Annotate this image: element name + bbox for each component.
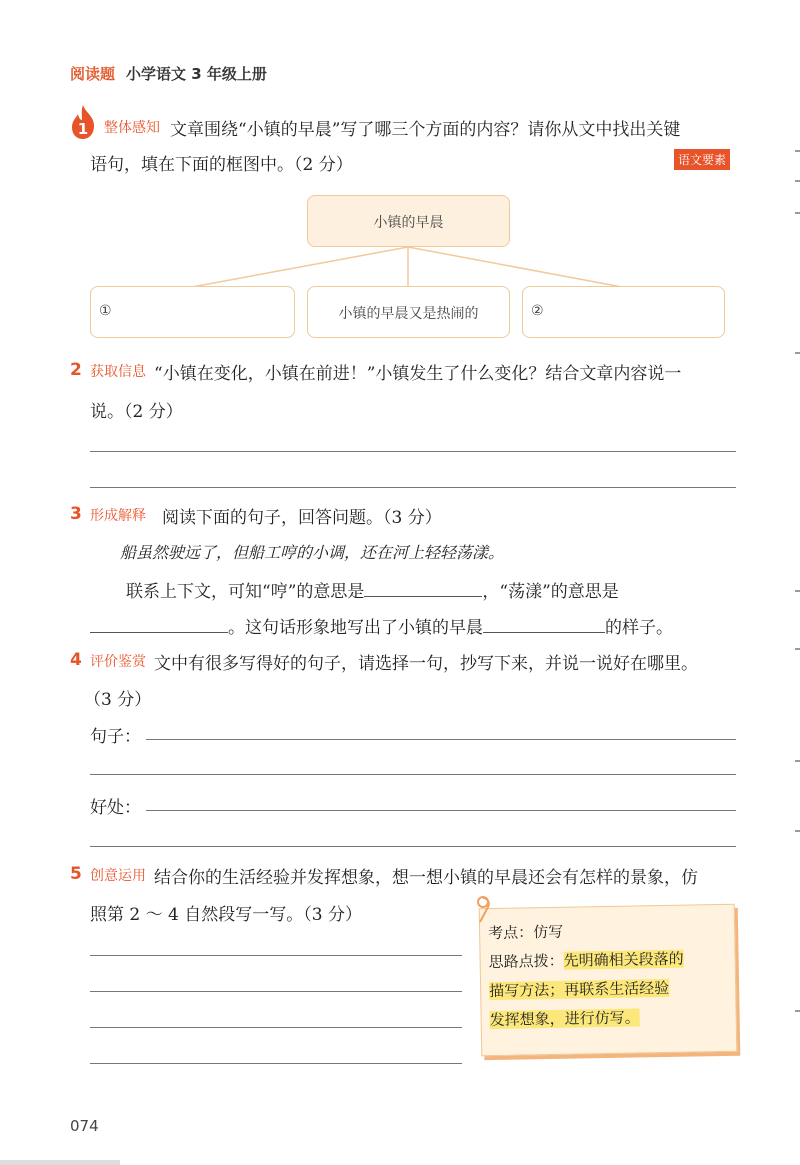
edge-mark bbox=[795, 212, 800, 214]
q3-p1a: 联系上下文，可知“哼”的意思是 bbox=[126, 582, 365, 602]
q2-tag: 获取信息 bbox=[90, 364, 146, 380]
tip-line-4: 发挥想象，进行仿写。 bbox=[489, 1008, 640, 1030]
diagram-top-label: 小镇的早晨 bbox=[373, 215, 444, 231]
q2-number: 2 bbox=[70, 360, 82, 380]
tip-line-1: 考点：仿写 bbox=[488, 922, 564, 943]
answer-line[interactable] bbox=[90, 846, 736, 847]
diagram-left-box[interactable] bbox=[90, 286, 295, 338]
header-category: 阅读题 bbox=[70, 65, 116, 83]
q3-tag: 形成解释 bbox=[90, 508, 146, 524]
q2-line2: 说。（2 分） bbox=[90, 402, 183, 422]
answer-line[interactable] bbox=[90, 991, 462, 992]
sentence-label: 句子： bbox=[90, 727, 141, 747]
page-number: 074 bbox=[70, 1117, 99, 1135]
edge-mark bbox=[795, 1010, 800, 1012]
q5-line1: 结合你的生活经验并发挥想象，想一想小镇的早晨还会有怎样的景象，仿 bbox=[154, 868, 698, 888]
tip-line-2b: 先明确相关段落的 bbox=[563, 949, 684, 970]
edge-mark bbox=[795, 150, 800, 152]
q1-line2: 语句，填在下面的框图中。（2 分） bbox=[90, 155, 353, 175]
tip-line-2 bbox=[488, 945, 684, 977]
q4-number: 4 bbox=[70, 650, 82, 670]
q1-number: 1 bbox=[77, 120, 89, 138]
badge-language-element: 语文要素 bbox=[674, 149, 730, 170]
q3-quote: 船虽然驶远了，但船工哼的小调，还在河上轻轻荡漾。 bbox=[120, 543, 505, 562]
diagram-middle-box bbox=[307, 286, 510, 338]
diagram-right-label: ② bbox=[531, 303, 544, 319]
benefit-label: 好处： bbox=[90, 798, 141, 818]
edge-mark bbox=[795, 180, 800, 182]
edge-mark bbox=[795, 590, 800, 592]
q3-p2b: 的样子。 bbox=[605, 618, 673, 638]
q4-line2: （3 分） bbox=[84, 690, 152, 710]
tip-line-3: 描写方法；再联系生活经验 bbox=[489, 978, 670, 1001]
q5-tag: 创意运用 bbox=[90, 868, 146, 884]
q3-number: 3 bbox=[70, 504, 82, 524]
answer-line[interactable] bbox=[90, 1063, 462, 1064]
blank-dangyang-meaning[interactable] bbox=[90, 632, 228, 633]
answer-line[interactable] bbox=[90, 1027, 462, 1028]
edge-mark bbox=[795, 352, 800, 354]
q1-tag: 整体感知 bbox=[104, 120, 160, 136]
q5-number: 5 bbox=[70, 864, 82, 884]
q5-line2: 照第 2 ～ 4 自然段写一写。（3 分） bbox=[90, 905, 362, 925]
q3-line1: 阅读下面的句子，回答问题。（3 分） bbox=[162, 508, 442, 528]
q3-p1b: ，“荡漾”的意思是 bbox=[482, 582, 619, 602]
edge-mark bbox=[795, 830, 800, 832]
tip-line-2a: 思路点拨： bbox=[488, 951, 564, 972]
diagram-middle-label: 小镇的早晨又是热闹的 bbox=[338, 306, 479, 322]
header-book-title: 小学语文 3 年级上册 bbox=[126, 65, 267, 83]
bottom-edge-shadow bbox=[0, 1160, 120, 1165]
diagram-right-box[interactable] bbox=[522, 286, 725, 338]
answer-line[interactable] bbox=[90, 451, 736, 452]
benefit-answer-line[interactable] bbox=[146, 810, 736, 811]
tip-note bbox=[479, 904, 738, 1056]
blank-heng-meaning[interactable] bbox=[364, 596, 482, 597]
edge-mark bbox=[795, 760, 800, 762]
q3-p2a: 。这句话形象地写出了小镇的早晨 bbox=[228, 618, 483, 638]
q4-line1: 文中有很多写得好的句子，请选择一句，抄写下来，并说一说好在哪里。 bbox=[154, 654, 698, 674]
q1-line1: 文章围绕“小镇的早晨”写了哪三个方面的内容？请你从文中找出关键 bbox=[170, 120, 681, 140]
diagram-connectors bbox=[0, 0, 800, 300]
diagram-left-label: ① bbox=[99, 303, 112, 319]
q3-paragraph-1 bbox=[126, 577, 746, 602]
pushpin-icon bbox=[472, 896, 494, 930]
answer-line[interactable] bbox=[90, 774, 736, 775]
q2-line1: “小镇在变化，小镇在前进！”小镇发生了什么变化？结合文章内容说一 bbox=[154, 364, 682, 384]
sentence-answer-line[interactable] bbox=[146, 739, 736, 740]
q4-tag: 评价鉴赏 bbox=[90, 654, 146, 670]
edge-mark bbox=[795, 648, 800, 650]
blank-morning-state[interactable] bbox=[483, 632, 605, 633]
q3-paragraph-2 bbox=[90, 613, 673, 638]
answer-line[interactable] bbox=[90, 955, 462, 956]
answer-line[interactable] bbox=[90, 487, 736, 488]
